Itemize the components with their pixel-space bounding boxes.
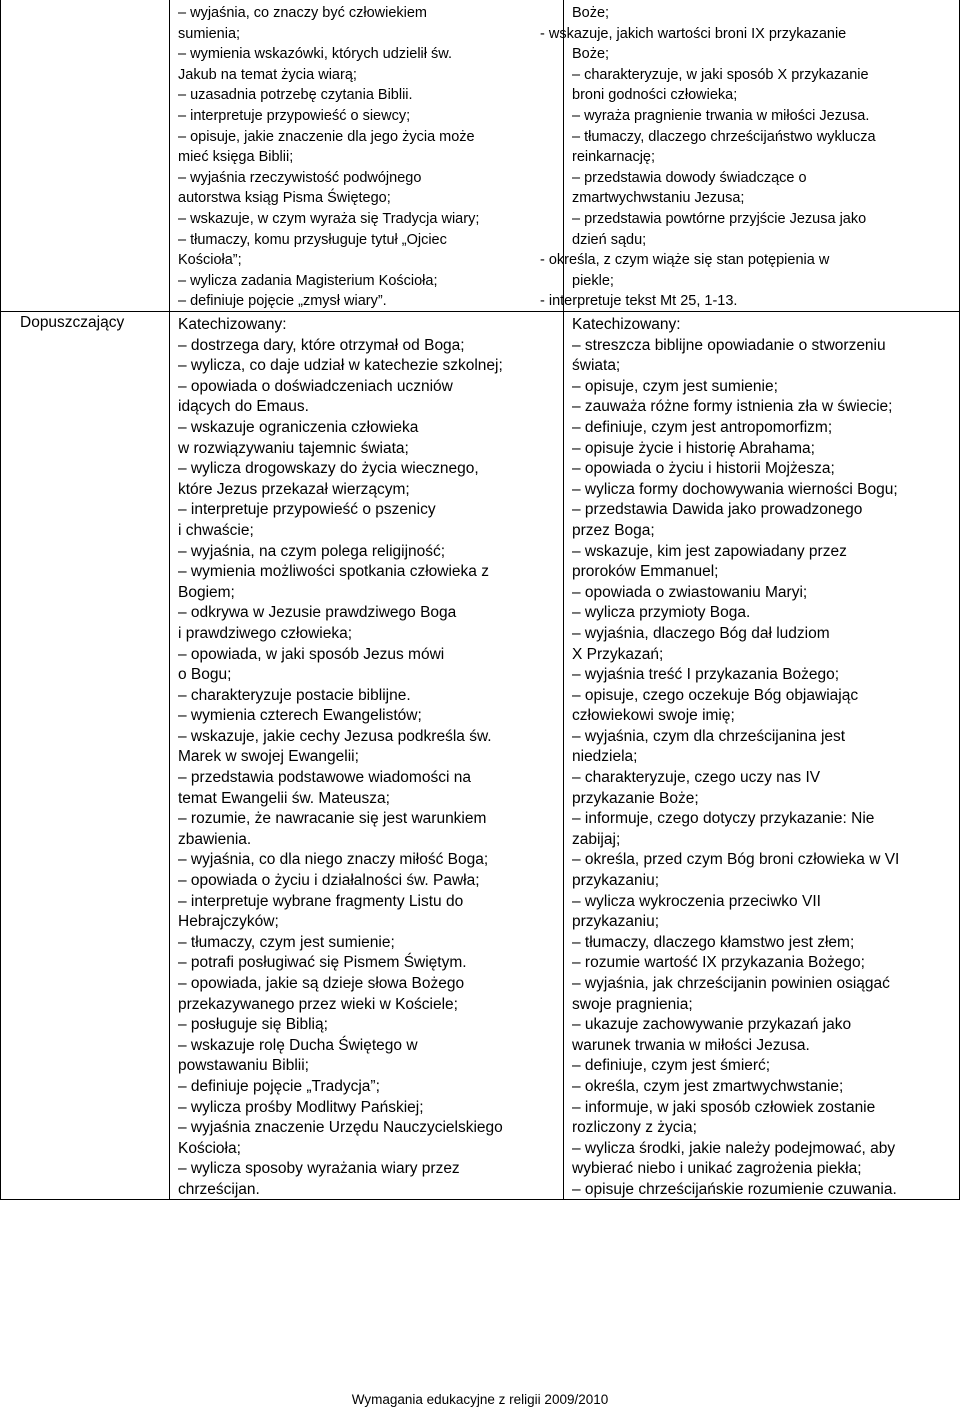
text-line: – wymienia wskazówki, których udzielił św. — [178, 46, 452, 63]
text-line: – wylicza formy dochowywania wierności Bogu; — [572, 480, 898, 498]
text-line: – rozumie wartość IX przykazania Bożego; — [572, 954, 865, 972]
text-line: – wskazuje, kim jest zapowiadany przez — [572, 542, 847, 560]
text-line: – interpretuje wybrane fragmenty Listu do — [178, 892, 464, 910]
text-line: – wyjaśnia, jak chrześcijanin powinien osiągać — [572, 975, 890, 992]
text-line: – interpretuje przypowieść o pszenicy — [178, 501, 436, 519]
text-line: – wyjaśnia, na czym polega religijność; — [178, 542, 446, 560]
text-line: – rozumie, że nawracanie się jest warunkiem — [178, 810, 487, 828]
text-line: – wyjaśnia, czym dla chrześcijanina jest — [572, 727, 846, 745]
text-line: – opisuje chrześcijańskie rozumienie czuwania. — [572, 1180, 897, 1198]
text-line: wybierać niebo i unikać zagrożenia piekła; — [572, 1160, 862, 1178]
text-line: – informuje, czego dotyczy przykazanie: Nie — [572, 810, 875, 828]
text-line: – opowiada, w jaki sposób Jezus mówi — [178, 645, 445, 663]
text-line: – wskazuje ograniczenia człowieka — [178, 418, 419, 436]
text-line: Katechizowany: — [178, 316, 287, 333]
text-line: – potrafi posługiwać się Pismem Świętym. — [178, 954, 467, 972]
text-line: rozliczony z życia; — [572, 1119, 697, 1137]
text-line: świata; — [572, 357, 621, 375]
text-line: – wylicza, co daje udział w katechezie szkolnej; — [178, 357, 503, 375]
text-line: Marek w swojej Ewangelii; — [178, 748, 359, 766]
text-line: broni godności człowieka; — [572, 87, 738, 104]
text-line: – posługuje się Biblią; — [178, 1016, 328, 1034]
text-line: – wymienia możliwości spotkania człowieka z — [178, 563, 489, 581]
text-line: – przedstawia powtórne przyjście Jezusa jako — [572, 210, 867, 227]
text-line: – wylicza drogowskazy do życia wiecznego, — [178, 460, 479, 478]
table-border-left — [0, 0, 1, 1200]
text-line: – ukazuje zachowywanie przykazań jako — [572, 1016, 852, 1034]
text-line: - wskazuje, jakich wartości broni IX przykazanie — [540, 25, 847, 42]
text-line: przez Boga; — [572, 521, 655, 539]
text-line: i chwaście; — [178, 521, 254, 539]
text-line: – odkrywa w Jezusie prawdziwego Boga — [178, 604, 457, 622]
text-line: – definiuje pojęcie „zmysł wiary”. — [178, 293, 387, 310]
text-line: – tłumaczy, dlaczego kłamstwo jest złem; — [572, 933, 855, 951]
text-line: – opowiada o doświadczeniach uczniów — [178, 377, 453, 395]
table-divider-grade — [169, 0, 170, 1200]
page-footer: Wymagania edukacyjne z religii 2009/2010 — [351, 1392, 609, 1407]
text-line: zabijaj; — [572, 830, 621, 848]
text-line: – uzasadnia potrzebę czytania Biblii. — [178, 87, 413, 104]
text-line: Kościoła; — [178, 1139, 241, 1157]
text-line: – charakteryzuje, czego uczy nas IV — [572, 769, 821, 787]
text-line: – interpretuje przypowieść o siewcy; — [178, 107, 411, 124]
text-line: – określa, czym jest zmartwychwstanie; — [572, 1077, 844, 1095]
top-left-cell — [178, 3, 479, 312]
text-line: – zauważa różne formy istnienia zła w świecie; — [572, 398, 893, 416]
text-line: – wyjaśnia, co dla niego znaczy miłość Boga; — [178, 851, 489, 869]
text-line: mieć księga Biblii; — [178, 149, 294, 166]
text-line: – przedstawia Dawida jako prowadzonego — [572, 501, 863, 519]
text-line: – opisuje, czym jest sumienie; — [572, 377, 778, 395]
text-line: – określa, przed czym Bóg broni człowieka w VI — [572, 851, 900, 869]
text-line: – wskazuje, jakie cechy Jezusa podkreśla św. — [178, 727, 492, 745]
text-line: – tłumaczy, czym jest sumienie; — [178, 933, 395, 951]
text-line: – tłumaczy, dlaczego chrześcijaństwo wyklucza — [572, 128, 876, 145]
text-line: przykazaniu; — [572, 913, 660, 931]
text-line: – wylicza przymioty Boga. — [572, 604, 751, 622]
text-line: powstawaniu Biblii; — [178, 1057, 309, 1075]
text-line: – wymienia czterech Ewangelistów; — [178, 707, 422, 725]
text-line: – definiuje, czym jest antropomorfizm; — [572, 418, 833, 436]
text-line: – opowiada o życiu i historii Mojżesza; — [572, 460, 835, 478]
text-line: – wylicza środki, jakie należy podejmować, aby — [572, 1139, 896, 1157]
text-line: proroków Emmanuel; — [572, 563, 719, 581]
top-right-cell — [540, 3, 876, 312]
text-line: reinkarnację; — [572, 149, 656, 166]
text-line: – wyjaśnia rzeczywistość podwójnego — [178, 169, 422, 186]
text-line: zbawienia. — [178, 830, 252, 848]
text-line: – opowiada o zwiastowaniu Maryi; — [572, 583, 808, 601]
text-line: dzień sądu; — [572, 231, 647, 248]
text-line: Kościoła”; — [178, 252, 242, 269]
text-line: – opisuje, czego oczekuje Bóg objawiając — [572, 686, 859, 704]
text-line: – streszcza biblijne opowiadanie o stworzeniu — [572, 336, 886, 354]
text-line: idących do Emaus. — [178, 398, 309, 416]
text-line: – wyjaśnia, co znaczy być człowiekiem — [178, 5, 428, 21]
text-line: chrześcijan. — [178, 1180, 260, 1198]
text-line: Bogiem; — [178, 583, 235, 601]
text-line: – przedstawia podstawowe wiadomości na — [178, 769, 471, 787]
text-line: niedziela; — [572, 748, 638, 766]
text-line: w rozwiązywaniu tajemnic świata; — [178, 439, 409, 457]
text-line: – definiuje, czym jest śmierć; — [572, 1057, 771, 1075]
text-line: – opowiada, jakie są dzieje słowa Bożego — [178, 975, 465, 992]
text-line: – przedstawia dowody świadczące o — [572, 169, 807, 186]
text-line: przekazywanego przez wieki w Kościele; — [178, 995, 458, 1013]
text-line: Katechizowany: — [572, 316, 681, 333]
text-line: Boże; — [572, 5, 610, 21]
text-line: przykazanie Boże; — [572, 789, 699, 807]
text-line: – informuje, w jaki sposób człowiek zostanie — [572, 1098, 876, 1116]
text-line: – wskazuje, w czym wyraża się Tradycja wiary; — [178, 210, 480, 227]
text-line: sumienia; — [178, 25, 241, 42]
text-line: – wylicza prośby Modlitwy Pańskiej; — [178, 1098, 424, 1116]
text-line: przykazaniu; — [572, 872, 660, 890]
text-line: – charakteryzuje, w jaki sposób X przykazanie — [572, 66, 869, 83]
text-line: – charakteryzuje postacie biblijne. — [178, 686, 411, 704]
text-line: – tłumaczy, komu przysługuje tytuł „Ojciec — [178, 231, 447, 248]
text-line: i prawdziwego człowieka; — [178, 624, 353, 642]
text-line: – wyjaśnia treść I przykazania Bożego; — [572, 666, 840, 684]
text-line: - określa, z czym wiąże się stan potępienia w — [540, 252, 830, 269]
text-line: – opisuje, jakie znaczenie dla jego życia może — [178, 128, 475, 145]
text-line: – dostrzega dary, które otrzymał od Boga; — [178, 336, 465, 354]
text-line: – opowiada o życiu i działalności św. Pawła; — [178, 872, 480, 890]
text-line: autorstwa ksiąg Pisma Świętego; — [178, 190, 391, 207]
text-line: – wyjaśnia, dlaczego Bóg dał ludziom — [572, 624, 830, 642]
text-line: – opisuje życie i historię Abrahama; — [572, 439, 815, 457]
text-line: – wylicza zadania Magisterium Kościoła; — [178, 272, 438, 289]
text-line: – wylicza sposoby wyrażania wiary przez — [178, 1160, 460, 1178]
text-line: które Jezus przekazał wierzącym; — [178, 480, 410, 498]
bottom-right-cell — [572, 315, 899, 1201]
text-line: temat Ewangelii św. Mateusza; — [178, 789, 390, 807]
text-line: piekle; — [572, 272, 614, 289]
bottom-left-cell — [178, 315, 503, 1201]
text-line: – wskazuje rolę Ducha Świętego w — [178, 1036, 418, 1054]
text-line: X Przykazań; — [572, 645, 664, 663]
grade-label: Dopuszczający — [20, 314, 125, 331]
text-line: – wyraża pragnienie trwania w miłości Jezusa. — [572, 107, 870, 124]
text-line: – wyjaśnia znaczenie Urzędu Nauczycielskiego — [178, 1119, 503, 1137]
text-line: - interpretuje tekst Mt 25, 1-13. — [540, 293, 738, 310]
text-line: warunek trwania w miłości Jezusa. — [572, 1036, 810, 1054]
text-line: człowiekowi swoje imię; — [572, 707, 735, 725]
text-line: zmartwychwstaniu Jezusa; — [572, 190, 745, 207]
text-line: Hebrajczyków; — [178, 913, 279, 931]
text-line: swoje pragnienia; — [572, 995, 693, 1013]
text-line: Boże; — [572, 46, 610, 63]
text-line: – definiuje pojęcie „Tradycja”; — [178, 1077, 380, 1095]
text-line: – wylicza wykroczenia przeciwko VII — [572, 892, 821, 910]
text-line: o Bogu; — [178, 666, 232, 684]
text-line: Jakub na temat życia wiarą; — [178, 66, 357, 83]
